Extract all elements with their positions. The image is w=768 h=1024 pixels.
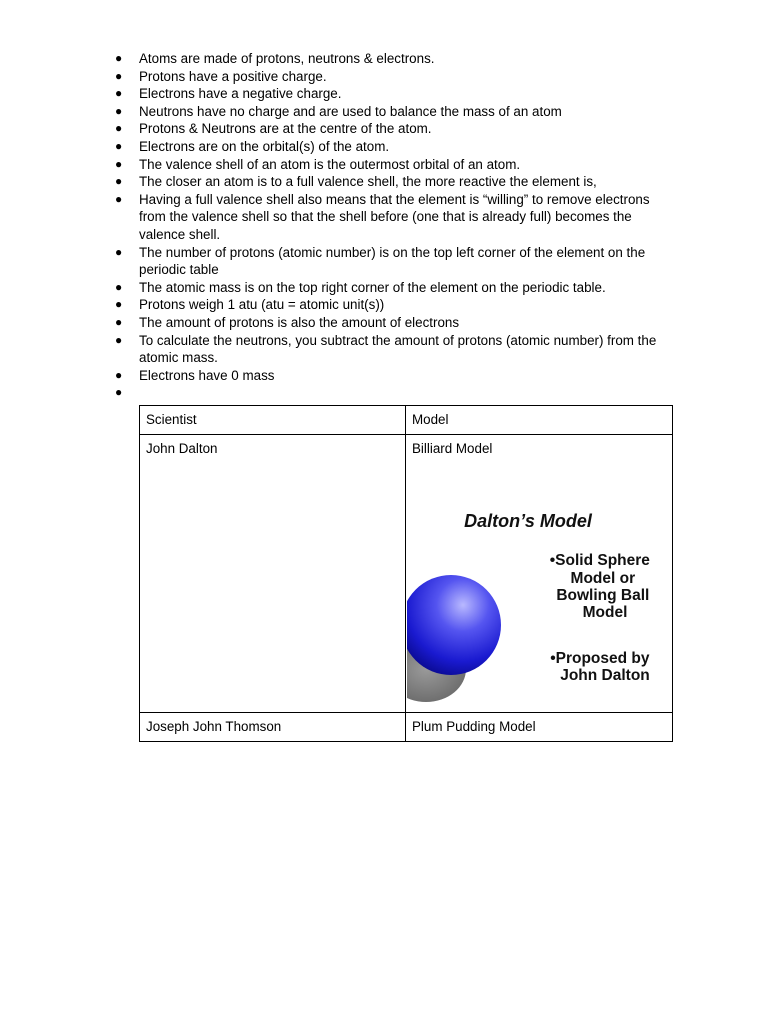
- bullet-icon: ●: [115, 332, 123, 347]
- bullet-icon: ●: [115, 297, 123, 312]
- slide-line: Model or: [570, 570, 636, 587]
- cell-scientist: John Dalton: [140, 435, 406, 713]
- bullet-icon: ●: [115, 385, 123, 400]
- bullet-icon: ●: [115, 51, 123, 65]
- cell-model: Plum Pudding Model: [406, 713, 673, 742]
- slide-point-2: [550, 650, 654, 684]
- table-header-row: [140, 406, 673, 435]
- slide-line: •Solid Sphere: [549, 552, 650, 569]
- list-item: ● Neutrons have no charge and are used to balance the mass of an atom: [115, 103, 562, 119]
- bullet-icon: ●: [115, 103, 123, 118]
- list-item: ● The amount of protons is also the amount of electrons: [115, 314, 460, 330]
- bullet-icon: ●: [115, 279, 123, 294]
- slide-line: Bowling Ball: [556, 587, 650, 604]
- slide-line: •Proposed by: [550, 650, 650, 667]
- scientist-model-table: [139, 405, 673, 742]
- slide-title: Dalton’s Model: [464, 511, 592, 531]
- header-scientist: Scientist: [140, 406, 406, 435]
- bullet-icon: ●: [115, 314, 123, 329]
- list-item: ● Electrons have a negative charge.: [115, 86, 342, 102]
- list-item: ● Electrons have 0 mass: [115, 367, 275, 383]
- bullet-icon: ●: [115, 244, 123, 259]
- list-item: ● To calculate the neutrons, you subtract the amount of protons (atomic number) from the atomic mass.: [115, 332, 657, 366]
- list-item: ● Protons have a positive charge.: [115, 68, 327, 84]
- list-item: ● The number of protons (atomic number) is on the top left corner of the element on the periodic table: [115, 244, 646, 278]
- table-row: [140, 713, 673, 742]
- notes-list: [112, 50, 672, 402]
- list-item: ● Atoms are made of protons, neutrons & electrons.: [115, 51, 435, 66]
- list-item: ● The closer an atom is to a full valence shell, the more reactive the element is,: [115, 174, 597, 190]
- slide-line: Model: [582, 604, 628, 621]
- bullet-icon: ●: [115, 156, 123, 171]
- list-item-empty: [112, 384, 672, 402]
- slide-line: John Dalton: [560, 667, 650, 684]
- list-item: ● The valence shell of an atom is the outermost orbital of an atom.: [115, 156, 521, 172]
- list-item: ● The atomic mass is on the top right corner of the element on the periodic table.: [115, 279, 606, 295]
- dalton-model-slide: [406, 463, 672, 709]
- bullet-icon: ●: [115, 68, 123, 83]
- list-item: ● Protons weigh 1 atu (atu = atomic unit(s)): [115, 297, 385, 313]
- list-item: ● Protons & Neutrons are at the centre of the atom.: [115, 121, 432, 137]
- bullet-icon: ●: [115, 121, 123, 136]
- cell-model: [406, 435, 673, 713]
- bullet-icon: ●: [115, 191, 123, 206]
- bullet-icon: ●: [115, 367, 123, 382]
- model-name: Billiard Model: [412, 441, 493, 456]
- bullet-icon: ●: [115, 86, 123, 101]
- list-item: ● Electrons are on the orbital(s) of the atom.: [115, 138, 390, 154]
- table-row: [140, 435, 673, 713]
- bullet-icon: ●: [115, 138, 123, 153]
- bullet-icon: ●: [115, 174, 123, 189]
- list-item: ● Having a full valence shell also means that the element is “willing” to remove electrons from the valence shell so that the shell before (one that is already full) becomes the valence shell.: [115, 191, 650, 242]
- cell-scientist: Joseph John Thomson: [140, 713, 406, 742]
- header-model: Model: [406, 406, 673, 435]
